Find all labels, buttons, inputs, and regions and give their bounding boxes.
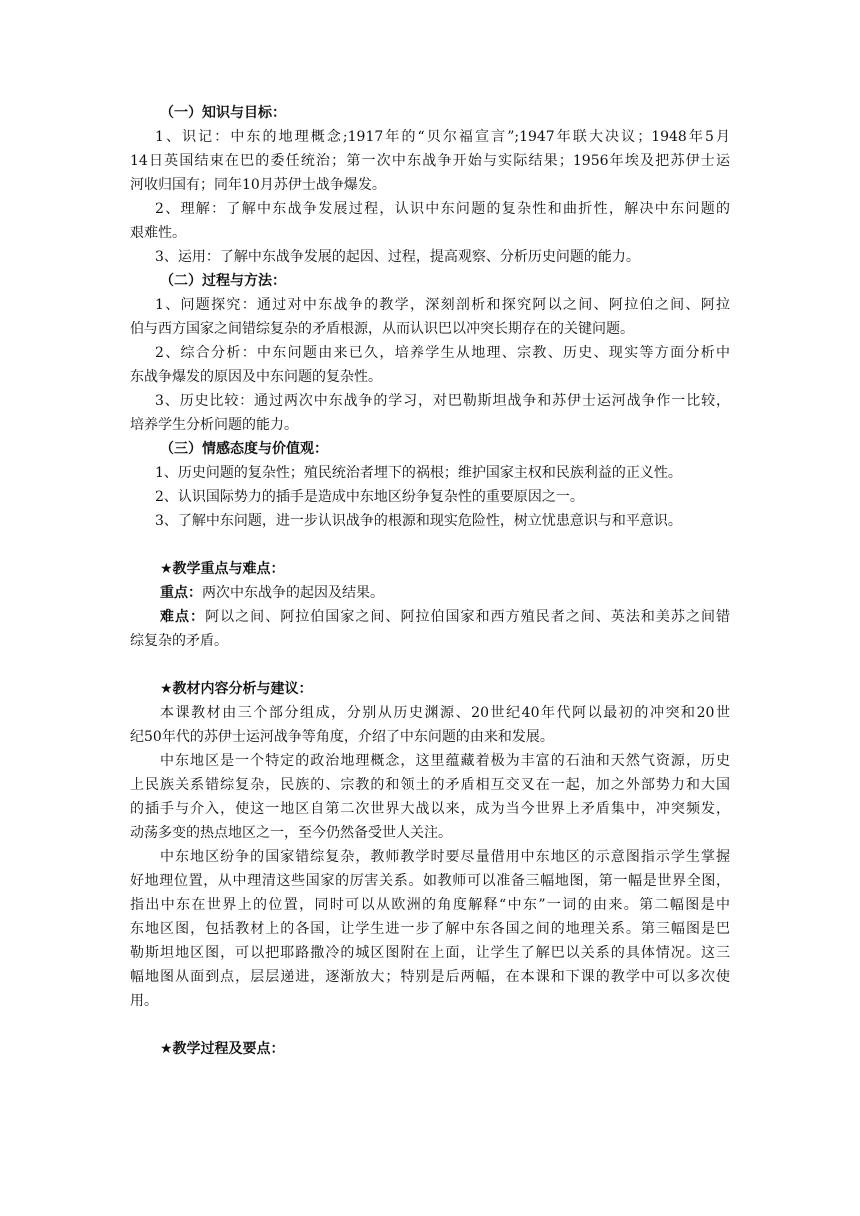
paragraph-line: 2、理解：了解中东战争发展过程，认识中东问题的复杂性和曲折性，解决中东问题的 [155, 201, 730, 217]
paragraph-line: 好地理位置，从中理清这些国家的厉害关系。如教师可以准备三幅地图，第一幅是世界全图， [130, 873, 730, 889]
focus-label: 重点： [160, 585, 202, 601]
spacer [130, 1013, 730, 1037]
paragraph-line: 1、识记：中东的地理概念;1917年的“贝尔福宣言”;1947年联大决议；1948年5月 [155, 129, 730, 145]
paragraph-line: 上民族关系错综复杂，民族的、宗教的和领土的矛盾相互交叉在一起，加之外部势力和大国 [130, 777, 730, 793]
paragraph-line: 1、历史问题的复杂性；殖民统治者埋下的祸根；维护国家主权和民族利益的正义性。 [155, 465, 682, 481]
difficulty-line [130, 605, 730, 629]
paragraph-line: 3、历史比较：通过两次中东战争的学习，对巴勒斯坦战争和苏伊士运河战争作一比较， [155, 393, 730, 409]
paragraph-line: 2、认识国际势力的插手是造成中东地区纷争复杂性的重要原因之一。 [155, 489, 584, 505]
paragraph-line: 河收归国有；同年10月苏伊士战争爆发。 [130, 177, 386, 193]
paragraph-line: 本课教材由三个部分组成，分别从历史渊源、20世纪40年代阿以最初的冲突和20世 [160, 705, 730, 721]
difficulty-text: 阿以之间、阿拉伯国家之间、阿拉伯国家和西方殖民者之间、英法和美苏之间错 [205, 609, 731, 625]
focus-line [130, 581, 730, 605]
paragraph-line: 综复杂的矛盾。 [130, 633, 228, 649]
paragraph-line: 中东地区是一个特定的政治地理概念，这里蕴藏着极为丰富的石油和天然气资源，历史 [160, 753, 730, 769]
paragraph-line: 2、综合分析：中东问题由来已久，培养学生从地理、宗教、历史、现实等方面分析中 [155, 345, 730, 361]
paragraph-line: 勒斯坦地区图，可以把耶路撒冷的城区图附在上面，让学生了解巴以关系的具体情况。这三 [130, 945, 730, 961]
section-heading-keypoints: ★教学重点与难点： [160, 561, 285, 577]
focus-text: 两次中东战争的起因及结果。 [202, 585, 384, 601]
paragraph-line: 动荡多变的热点地区之一，至今仍然备受世人关注。 [130, 825, 452, 841]
paragraph-line: 1、问题探究：通过对中东战争的教学，深刻剖析和探究阿以之间、阿拉伯之间、阿拉 [155, 297, 730, 313]
section-heading-values: （三）情感态度与价值观： [160, 441, 328, 457]
section-heading-analysis: ★教材内容分析与建议： [160, 681, 313, 697]
paragraph-line: 用。 [130, 993, 158, 1009]
paragraph-line: 东战争爆发的原因及中东问题的复杂性。 [130, 369, 382, 385]
spacer [130, 653, 730, 677]
paragraph-line: 14日英国结束在巴的委任统治；第一次中东战争开始与实际结果；1956年埃及把苏伊士运 [130, 153, 730, 169]
paragraph-line: 3、运用：了解中东战争发展的起因、过程，提高观察、分析历史问题的能力。 [155, 249, 640, 265]
paragraph-line: 幅地图从面到点，层层递进，逐渐放大；特别是后两幅，在本课和下课的教学中可以多次使 [130, 969, 730, 985]
paragraph-line: 艰难性。 [130, 225, 186, 241]
paragraph-line: 伯与西方国家之间错综复杂的矛盾根源，从而认识巴以冲突长期存在的关键问题。 [130, 321, 634, 337]
paragraph-line: 培养学生分析问题的能力。 [130, 417, 298, 433]
spacer [130, 533, 730, 557]
section-heading-process: （二）过程与方法： [160, 273, 286, 289]
paragraph-line: 的插手与介入，使这一地区自第二次世界大战以来，成为当今世界上矛盾集中，冲突频发， [130, 801, 730, 817]
paragraph-line: 中东地区纷争的国家错综复杂，教师教学时要尽量借用中东地区的示意图指示学生掌握 [160, 849, 730, 865]
paragraph-line: 指出中东在世界上的位置，同时可以从欧洲的角度解释“中东”一词的由来。第二幅图是中 [130, 897, 730, 913]
difficulty-label: 难点： [160, 609, 206, 625]
document-page [130, 101, 730, 1061]
paragraph-line: 东地区图，包括教材上的各国，让学生进一步了解中东各国之间的地理关系。第三幅图是巴 [130, 921, 730, 937]
paragraph-line: 纪50年代的苏伊士运河战争等角度，介绍了中东问题的由来和发展。 [130, 729, 554, 745]
section-heading-process-points: ★教学过程及要点： [160, 1041, 285, 1057]
section-heading-knowledge: （一）知识与目标： [160, 105, 286, 121]
paragraph-line: 3、了解中东问题，进一步认识战争的根源和现实危险性，树立忧患意识与和平意识。 [155, 513, 682, 529]
